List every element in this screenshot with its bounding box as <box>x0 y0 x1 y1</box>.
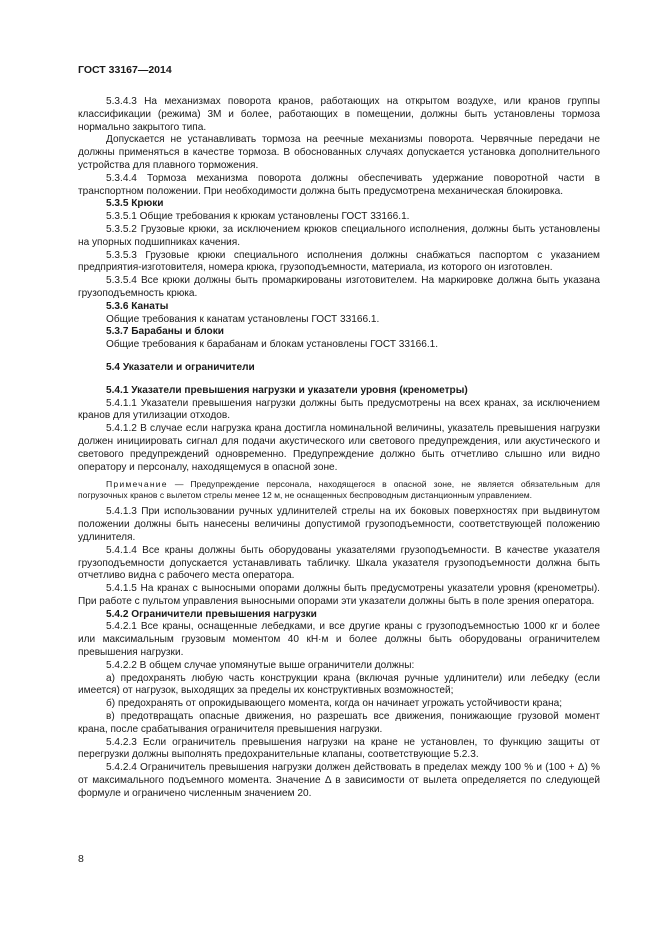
paragraph: б) предохранять от опрокидывающего момента, когда он начинает угрожать устойчивости крана; <box>106 698 563 710</box>
paragraph: 5.3.5.2 Грузовые крюки, за исключением крюков специального исполнения, должны быть установлены на упорных подшипниках качения. <box>78 223 600 248</box>
paragraph: 5.4.1.2 В случае если нагрузка крана достигла номинальной величины, указатель превышения нагрузки должен инициировать сигнал для подачи акустического или светового предупреждения, или акустического и светового предупреждений одновременно. Предупреждение должно быть отчетливо слышно или видно оператору и персоналу, находящемуся в опасной зоне. <box>78 423 600 473</box>
paragraph: 5.4.2.1 Все краны, оснащенные лебедками, и все другие краны с грузоподъемностью 1000 кг и более или максимальным грузовым моментом 40 кН·м и более должны быть оборудованы ограничителем превышения нагрузки. <box>78 621 600 659</box>
paragraph: 5.4.1.5 На кранах с выносными опорами должны быть предусмотрены указатели уровня (кренометры). При работе с пультом управления выносными опорами эти указатели должны быть в поле зрения оператора. <box>78 583 600 607</box>
paragraph: 5.3.4.4 Тормоза механизма поворота должны обеспечивать удержание поворотной части в транспортном положении. При необходимости должна быть предусмотрена механическая блокировка. <box>78 172 600 197</box>
paragraph: 5.4.2.3 Если ограничитель превышения нагрузки на кране не установлен, то функцию защиты от перегрузки должны выполнять предохранительные клапаны, соответствующие 5.2.3. <box>78 736 600 761</box>
paragraph: 5.4.2.4 Ограничитель превышения нагрузки должен действовать в пределах между 100 % и (100 + Δ) % от максимального подъемного момента. Значение Δ в зависимости от вылета определяется по следующей формуле и ограничено численным значением 20. <box>78 762 600 799</box>
paragraph: 5.3.5.1 Общие требования к крюкам установлены ГОСТ 33166.1. <box>106 211 410 223</box>
note-label: Примечание <box>106 479 168 490</box>
paragraph: Общие требования к канатам установлены ГОСТ 33166.1. <box>106 313 380 325</box>
section-heading: 5.3.6 Канаты <box>106 300 169 312</box>
paragraph: Общие требования к барабанам и блокам установлены ГОСТ 33166.1. <box>106 339 439 351</box>
paragraph: 5.3.5.4 Все крюки должны быть промаркированы изготовителем. На маркировке должна быть указана грузоподъемность крюка. <box>78 275 600 299</box>
section-heading: 5.4.2 Ограничители превышения нагрузки <box>106 608 317 620</box>
paragraph: 5.3.5.3 Грузовые крюки специального исполнения должны снабжаться паспортом с указанием предприятия-изготовителя, номера крюка, грузоподъемности, материала, из которого он изготовлен. <box>78 249 600 274</box>
paragraph: 5.4.1.3 При использовании ручных удлинителей стрелы на их боковых поверхностях при выдвинутом положении должны быть нанесены величины допустимой грузоподъемности, соответствующей положению удлинителя. <box>78 506 600 543</box>
document-header: ГОСТ 33167—2014 <box>78 64 172 76</box>
paragraph: 5.4.2.2 В общем случае упомянутые выше ограничители должны: <box>106 659 415 671</box>
section-heading: 5.3.5 Крюки <box>106 198 164 210</box>
note <box>78 479 600 501</box>
section-heading: 5.3.7 Барабаны и блоки <box>106 326 224 338</box>
paragraph: в) предотвращать опасные движения, но разрешать все движения, понижающие грузовой момент крана, после срабатывания ограничителя превышения нагрузки. <box>78 711 600 735</box>
paragraph: 5.3.4.3 На механизмах поворота кранов, работающих на открытом воздухе, или кранов группы классификации (режима) 3М и более, работающих в помещении, должны быть установлены тормоза нормально закрытого типа. <box>78 96 600 133</box>
page-number: 8 <box>78 853 84 865</box>
document-body <box>78 96 600 801</box>
spacer <box>78 375 600 385</box>
spacer <box>78 352 600 362</box>
paragraph: 5.4.1.4 Все краны должны быть оборудованы указателями грузоподъемности. В качестве указателя грузоподъемности допускается устанавливать табличку. Шкала указателя грузоподъемности должна быть отчетливо видна с рабочего места оператора. <box>78 544 600 582</box>
section-heading: 5.4.1 Указатели превышения нагрузки и указатели уровня (кренометры) <box>106 384 468 396</box>
note-text: — Предупреждение персонала, находящегося в опасной зоне, не является обязательным для погрузочных кранов с вылетом стрелы менее 12 м, не оснащенных беспроводным дистанционным управлением. <box>78 479 600 501</box>
paragraph: 5.4.1.1 Указатели превышения нагрузки должны быть предусмотрены на всех кранах, за исключением кранов для утилизации отходов. <box>78 397 600 422</box>
paragraph: Допускается не устанавливать тормоза на реечные механизмы поворота. Червячные передачи не должны применяться в качестве тормоза. В обоснованных случаях допускается установка дополнительного устройства для плавного торможения. <box>78 134 600 171</box>
section-heading: 5.4 Указатели и ограничители <box>106 361 255 373</box>
paragraph: а) предохранять любую часть конструкции крана (включая ручные удлинители) или лебедку (если имеется) от нагрузок, выходящих за пределы их конструктивных возможностей; <box>78 672 600 697</box>
